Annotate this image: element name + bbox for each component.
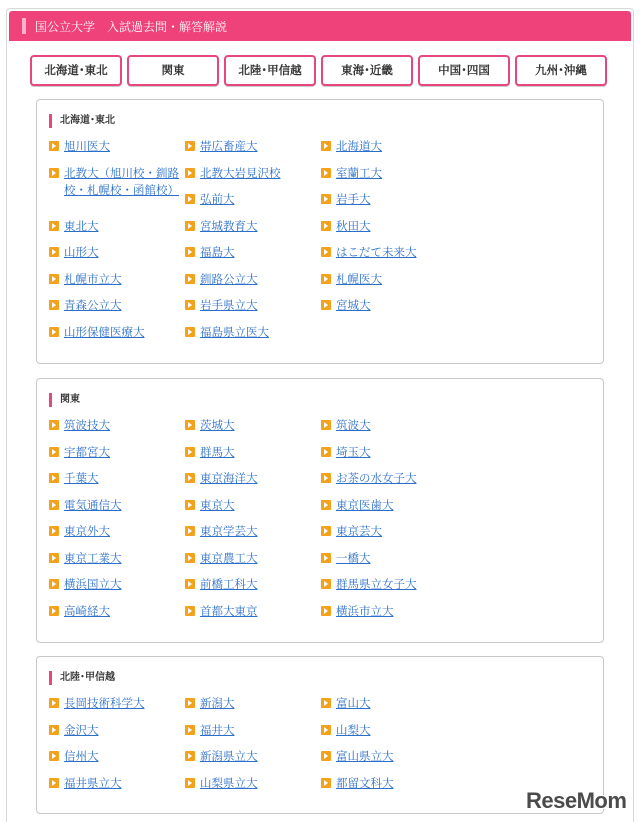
university-name[interactable]: 筑波技大 (64, 418, 110, 432)
arrow-right-icon (321, 141, 331, 151)
arrow-right-icon (49, 473, 59, 483)
arrow-right-icon (185, 751, 195, 761)
university-name[interactable]: 宮城大 (336, 298, 371, 312)
university-name[interactable]: 東京芸大 (336, 524, 382, 538)
university-name[interactable]: 秋田大 (336, 218, 371, 233)
arrow-right-icon (321, 420, 331, 430)
university-name[interactable]: 福井県立大 (64, 775, 122, 790)
university-name[interactable]: 旭川医大 (64, 139, 110, 153)
university-name[interactable]: 北海道大 (336, 139, 382, 153)
arrow-right-icon (321, 447, 331, 457)
university-name[interactable]: 富山大 (336, 696, 371, 710)
arrow-right-icon (49, 778, 59, 788)
arrow-right-icon (185, 725, 195, 735)
university-name[interactable]: 新潟県立大 (200, 749, 258, 763)
arrow-right-icon (49, 606, 59, 616)
arrow-right-icon (185, 579, 195, 589)
arrow-right-icon (321, 221, 331, 231)
university-name[interactable]: 札幌市立大 (64, 271, 122, 286)
university-name[interactable]: 東京学芸大 (200, 524, 258, 538)
arrow-right-icon (185, 526, 195, 536)
university-name[interactable]: 富山県立大 (336, 749, 394, 763)
university-name[interactable]: 筑波大 (336, 418, 371, 432)
arrow-right-icon (185, 473, 195, 483)
university-name[interactable]: 横浜国立大 (64, 577, 122, 591)
university-name[interactable]: 千葉大 (64, 471, 99, 485)
university-name[interactable]: お茶の水女子大 (336, 471, 417, 485)
university-name[interactable]: 宇都宮大 (64, 444, 110, 459)
arrow-right-icon (49, 526, 59, 536)
university-name[interactable]: 釧路公立大 (200, 271, 258, 286)
university-name[interactable]: 帯広畜産大 (200, 139, 258, 153)
arrow-right-icon (49, 579, 59, 589)
university-name[interactable]: 岩手県立大 (200, 298, 258, 312)
arrow-right-icon (185, 698, 195, 708)
university-name[interactable]: 都留文科大 (336, 775, 394, 790)
arrow-right-icon (185, 420, 195, 430)
arrow-right-icon (185, 247, 195, 257)
arrow-right-icon (321, 778, 331, 788)
arrow-right-icon (185, 168, 195, 178)
university-list (37, 100, 603, 363)
arrow-right-icon (49, 274, 59, 284)
arrow-right-icon (49, 420, 59, 430)
arrow-right-icon (321, 579, 331, 589)
university-name[interactable]: 福島県立医大 (200, 324, 269, 339)
university-name[interactable]: 北教大（旭川校・釧路 校・札幌校・函館校） (64, 165, 179, 197)
arrow-right-icon (321, 698, 331, 708)
arrow-right-icon (49, 500, 59, 510)
section-hokkaido-tohoku (36, 99, 604, 364)
arrow-right-icon (321, 725, 331, 735)
arrow-right-icon (49, 247, 59, 257)
section-kanto (36, 378, 604, 643)
arrow-right-icon (185, 300, 195, 310)
page-header (9, 11, 631, 41)
arrow-right-icon (321, 300, 331, 310)
university-name[interactable]: 東京工業大 (64, 550, 122, 565)
arrow-right-icon (321, 473, 331, 483)
tab-hokuriku-koshinetsu[interactable]: 北陸･甲信越 (224, 55, 316, 86)
arrow-right-icon (321, 500, 331, 510)
arrow-right-icon (49, 141, 59, 151)
arrow-right-icon (185, 778, 195, 788)
university-name[interactable]: はこだて未来大 (336, 245, 417, 259)
arrow-right-icon (185, 327, 195, 337)
header-accent-bar (22, 18, 26, 34)
university-list (37, 379, 603, 642)
arrow-right-icon (185, 606, 195, 616)
university-name[interactable]: 埼玉大 (336, 444, 371, 459)
arrow-right-icon (49, 168, 59, 178)
arrow-right-icon (49, 221, 59, 231)
arrow-right-icon (185, 447, 195, 457)
university-name[interactable]: 宮城教育大 (200, 218, 258, 233)
university-name[interactable]: 札幌医大 (336, 271, 382, 286)
university-name[interactable]: 福島大 (200, 245, 235, 259)
university-name[interactable]: 弘前大 (200, 192, 235, 206)
university-name[interactable]: 信州大 (64, 749, 99, 763)
section-hokuriku-koshinetsu (36, 656, 604, 814)
university-name[interactable]: 群馬県立女子大 (336, 577, 417, 591)
arrow-right-icon (321, 606, 331, 616)
arrow-right-icon (49, 327, 59, 337)
university-name[interactable]: 高崎経大 (64, 603, 110, 618)
university-list (37, 657, 603, 813)
section-title: 関東 (60, 394, 80, 405)
arrow-right-icon (185, 221, 195, 231)
arrow-right-icon (185, 500, 195, 510)
arrow-right-icon (321, 526, 331, 536)
university-name[interactable]: 山形大 (64, 245, 99, 259)
arrow-right-icon (49, 553, 59, 563)
university-name[interactable]: 北教大岩見沢校 (200, 165, 281, 180)
arrow-right-icon (49, 698, 59, 708)
section-title: 北陸･甲信越 (60, 672, 115, 683)
tab-chugoku-shikoku[interactable]: 中国･四国 (418, 55, 510, 86)
arrow-right-icon (185, 141, 195, 151)
page-title: 国公立大学 入試過去問・解答解説 (35, 20, 228, 34)
university-name[interactable]: 山梨県立大 (200, 775, 258, 790)
tab-hokkaido-tohoku[interactable]: 北海道･東北 (30, 55, 122, 86)
arrow-right-icon (185, 194, 195, 204)
arrow-right-icon (321, 168, 331, 178)
arrow-right-icon (321, 194, 331, 204)
tab-tokai-kinki[interactable]: 東海･近畿 (321, 55, 413, 86)
university-name[interactable]: 青森公立大 (64, 298, 122, 312)
university-name[interactable]: 東北大 (64, 218, 99, 233)
university-name[interactable]: 金沢大 (64, 722, 99, 737)
university-name[interactable]: 首都大東京 (200, 603, 258, 618)
tab-kyushu-okinawa[interactable]: 九州･沖縄 (515, 55, 607, 86)
university-name[interactable]: 電気通信大 (64, 497, 122, 512)
arrow-right-icon (49, 725, 59, 735)
university-name[interactable]: 前橋工科大 (200, 577, 258, 591)
university-name[interactable]: 一橋大 (336, 550, 371, 565)
resemom-logo (526, 788, 626, 814)
university-name[interactable]: 室蘭工大 (336, 165, 382, 180)
university-name[interactable]: 群馬大 (200, 444, 235, 459)
arrow-right-icon (49, 751, 59, 761)
arrow-right-icon (49, 300, 59, 310)
arrow-right-icon (185, 553, 195, 563)
university-name[interactable]: 長岡技術科学大 (64, 696, 145, 710)
arrow-right-icon (321, 553, 331, 563)
logo-text: ReseMom (526, 788, 627, 813)
university-name[interactable]: 山梨大 (336, 722, 371, 737)
university-name[interactable]: 東京医歯大 (336, 497, 394, 512)
university-name[interactable]: 山形保健医療大 (64, 324, 145, 339)
university-name[interactable]: 茨城大 (200, 418, 235, 432)
arrow-right-icon (321, 751, 331, 761)
university-name[interactable]: 東京大 (200, 497, 235, 512)
arrow-right-icon (321, 274, 331, 284)
arrow-right-icon (49, 447, 59, 457)
university-name[interactable]: 福井大 (200, 722, 235, 737)
university-name[interactable]: 岩手大 (336, 192, 371, 206)
arrow-right-icon (321, 247, 331, 257)
tab-kanto[interactable]: 関東 (127, 55, 219, 86)
university-name[interactable]: 東京農工大 (200, 550, 258, 565)
university-name[interactable]: 東京外大 (64, 524, 110, 538)
university-name[interactable]: 新潟大 (200, 696, 235, 710)
region-tabs (30, 55, 610, 87)
university-name[interactable]: 横浜市立大 (336, 603, 394, 618)
section-title: 北海道･東北 (60, 115, 115, 126)
university-name[interactable]: 東京海洋大 (200, 471, 258, 485)
arrow-right-icon (185, 274, 195, 284)
